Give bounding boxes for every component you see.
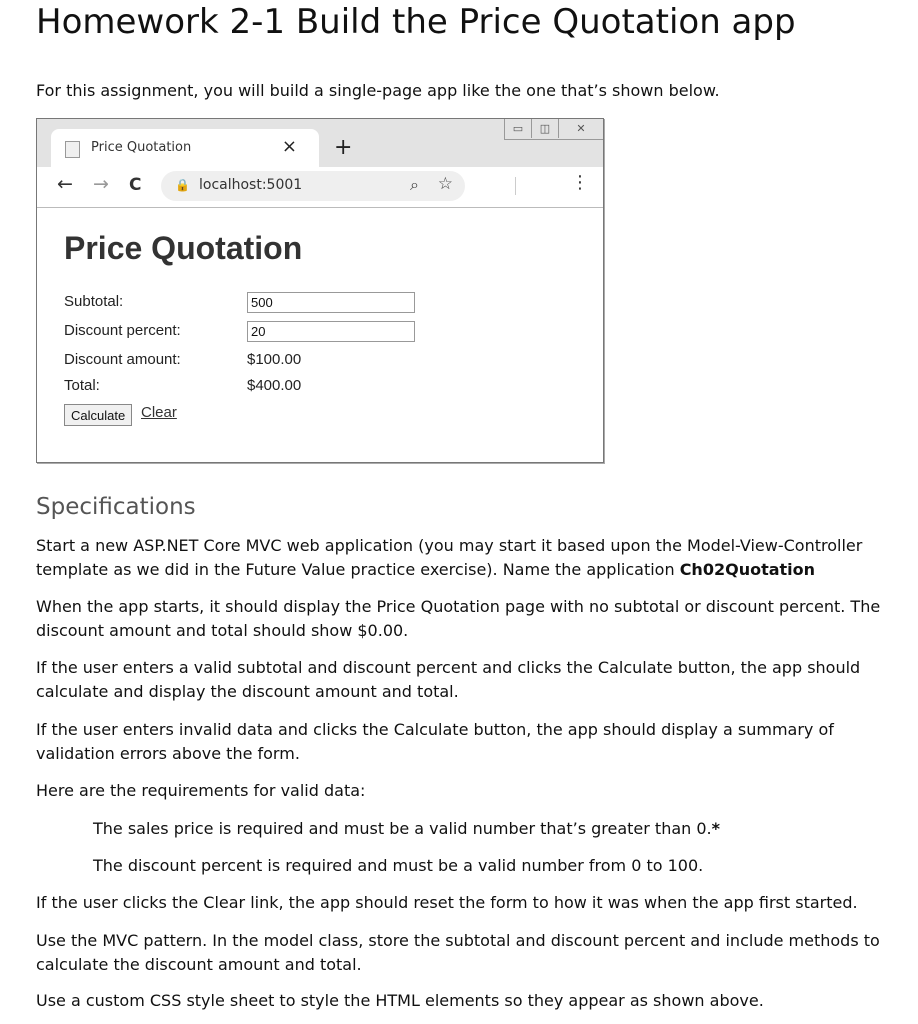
requirement-text: The sales price is required and must be a valid number that’s greater than 0. <box>93 819 712 838</box>
clear-link[interactable]: Clear <box>141 404 177 421</box>
address-url[interactable]: localhost:5001 <box>199 177 303 193</box>
spec-paragraph: Use a custom CSS style sheet to style the HTML elements so they appear as shown above. <box>36 991 764 1010</box>
calculate-button[interactable]: Calculate <box>64 404 132 426</box>
toolbar-divider <box>515 177 516 195</box>
spec-paragraph: Use the MVC pattern. In the model class, store the subtotal and discount percent and include methods to calculate the discount amount and total. <box>36 931 880 974</box>
app-title: Price Quotation <box>64 230 303 266</box>
window-controls <box>504 119 603 140</box>
requirement-item <box>93 817 883 841</box>
new-tab-icon[interactable]: + <box>334 135 353 160</box>
app-name: Ch02Quotation <box>679 560 816 579</box>
tab-close-icon[interactable]: × <box>281 136 297 157</box>
page-favicon-icon <box>65 141 80 158</box>
spec-text: Start a new ASP.NET Core MVC web application (you may start it based upon the Model-View-Controller template as we did in the Future Value practice exercise). Name the application <box>36 536 863 579</box>
browser-titlebar <box>37 119 603 167</box>
discount-percent-input[interactable] <box>247 321 415 342</box>
spec-paragraph <box>36 534 886 582</box>
discount-amount-value: $100.00 <box>247 351 302 368</box>
app-content <box>37 208 603 462</box>
reload-icon[interactable]: C <box>129 175 142 195</box>
discount-amount-label: Discount amount: <box>64 351 181 368</box>
requirement-item: The discount percent is required and must be a valid number from 0 to 100. <box>93 856 704 875</box>
discount-percent-label: Discount percent: <box>64 322 181 339</box>
spec-paragraph: If the user enters a valid subtotal and discount percent and clicks the Calculate button, the app should calculate and display the discount amount and total. <box>36 658 861 701</box>
intro-text: For this assignment, you will build a single-page app like the one that’s shown below. <box>36 81 720 100</box>
browser-toolbar <box>37 167 603 208</box>
spec-paragraph: If the user clicks the Clear link, the app should reset the form to how it was when the app first started. <box>36 893 858 912</box>
lock-icon: 🔒 <box>175 178 190 192</box>
back-icon[interactable]: ← <box>57 173 73 195</box>
browser-tab[interactable] <box>51 129 319 167</box>
page-heading: Homework 2-1 Build the Price Quotation app <box>36 2 796 42</box>
address-bar[interactable] <box>161 171 465 201</box>
spec-paragraph: When the app starts, it should display the Price Quotation page with no subtotal or discount percent. The discount amount and total should show $0.00. <box>36 597 881 640</box>
asterisk-mark: * <box>711 819 721 838</box>
browser-menu-icon[interactable]: ⋮ <box>571 172 589 193</box>
total-value: $400.00 <box>247 377 302 394</box>
spec-paragraph: Here are the requirements for valid data: <box>36 781 366 800</box>
subtotal-input[interactable] <box>247 292 415 313</box>
minimize-icon[interactable]: ▭ <box>505 119 532 138</box>
browser-screenshot <box>36 118 604 463</box>
bookmark-star-icon[interactable]: ☆ <box>437 174 453 194</box>
total-label: Total: <box>64 377 100 394</box>
close-icon[interactable]: ✕ <box>576 122 586 135</box>
tab-title: Price Quotation <box>91 140 192 155</box>
specifications-heading: Specifications <box>36 494 196 520</box>
restore-icon[interactable]: ◫ <box>532 119 559 138</box>
forward-icon[interactable]: → <box>93 173 109 195</box>
subtotal-label: Subtotal: <box>64 293 124 310</box>
spec-paragraph: If the user enters invalid data and clicks the Calculate button, the app should display a summary of validation errors above the form. <box>36 720 834 763</box>
zoom-icon[interactable]: ⌕ <box>410 175 419 194</box>
